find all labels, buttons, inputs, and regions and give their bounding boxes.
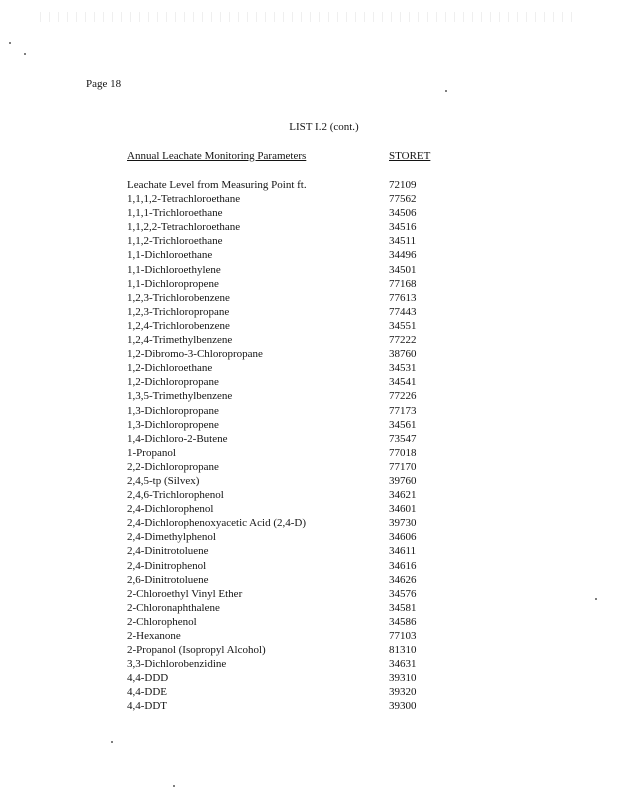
parameter-name: 1,2,3-Trichlorobenzene xyxy=(127,291,230,304)
parameter-name: 1,2-Dibromo-3-Chloropropane xyxy=(127,348,263,361)
storet-code: 39320 xyxy=(389,686,417,699)
table-row xyxy=(127,347,447,361)
parameter-name: 1,2,4-Trimethylbenzene xyxy=(127,334,233,347)
table-row xyxy=(127,291,447,305)
table-row xyxy=(127,671,447,685)
scan-speck xyxy=(595,598,597,600)
table-row xyxy=(127,685,447,699)
table-row xyxy=(127,699,447,713)
parameter-column-header: Annual Leachate Monitoring Parameters xyxy=(127,150,307,162)
scan-speck xyxy=(445,90,447,92)
parameter-name: 1,1-Dichloroethylene xyxy=(127,263,221,276)
storet-code: 34506 xyxy=(389,207,417,220)
storet-code: 39300 xyxy=(389,700,417,713)
parameter-name: 1,1,2,2-Tetrachloroethane xyxy=(127,221,241,234)
storet-code: 39310 xyxy=(389,672,417,685)
storet-code: 34606 xyxy=(389,531,417,544)
parameter-name: 4,4-DDT xyxy=(127,700,168,713)
parameter-name: 2,4-Dinitrophenol xyxy=(127,559,207,572)
table-row xyxy=(127,277,447,291)
table-row xyxy=(127,418,447,432)
parameter-name: 2,4-Dinitrotoluene xyxy=(127,545,209,558)
scan-speck xyxy=(111,741,113,743)
parameter-name: 1,1-Dichloroethane xyxy=(127,249,213,262)
parameter-name: 2-Chlorophenol xyxy=(127,615,197,628)
parameter-name: 3,3-Dichlorobenzidine xyxy=(127,658,227,671)
table-row xyxy=(127,178,447,192)
parameter-name: 2-Propanol (Isopropyl Alcohol) xyxy=(127,644,266,657)
parameter-name: 2,4,6-Trichlorophenol xyxy=(127,489,224,502)
storet-code: 34586 xyxy=(389,615,417,628)
table-row xyxy=(127,544,447,558)
storet-code: 34616 xyxy=(389,559,417,572)
parameter-name: 1,2-Dichloropropane xyxy=(127,376,219,389)
table-row xyxy=(127,248,447,262)
parameter-name: 1,2,4-Trichlorobenzene xyxy=(127,319,230,332)
parameter-name: 1,3-Dichloropropane xyxy=(127,404,219,417)
storet-code: 34501 xyxy=(389,263,417,276)
table-row xyxy=(127,601,447,615)
parameter-name: 2,4,5-tp (Silvex) xyxy=(127,474,200,487)
scan-noise xyxy=(40,12,580,22)
storet-code: 34626 xyxy=(389,573,417,586)
parameter-name: 2,4-Dichlorophenol xyxy=(127,503,214,516)
storet-code: 34516 xyxy=(389,221,417,234)
storet-code: 77168 xyxy=(389,277,417,290)
table-row xyxy=(127,192,447,206)
storet-code: 77222 xyxy=(389,334,417,347)
table-row xyxy=(127,432,447,446)
storet-code: 34551 xyxy=(389,319,417,332)
parameter-name: 2-Chloronaphthalene xyxy=(127,601,220,614)
parameter-name: 1,2-Dichloroethane xyxy=(127,362,213,375)
storet-code: 81310 xyxy=(389,644,417,657)
storet-code: 38760 xyxy=(389,348,417,361)
storet-code: 77562 xyxy=(389,193,417,206)
parameter-name: 1,4-Dichloro-2-Butene xyxy=(127,432,228,445)
scan-speck xyxy=(24,53,26,55)
table-row xyxy=(127,305,447,319)
parameter-name: 1,3-Dichloropropene xyxy=(127,418,219,431)
storet-code: 34496 xyxy=(389,249,417,262)
storet-code: 34576 xyxy=(389,587,417,600)
table-row xyxy=(127,234,447,248)
storet-code: 39760 xyxy=(389,474,417,487)
parameter-name: 4,4-DDE xyxy=(127,686,168,699)
storet-code: 73547 xyxy=(389,432,417,445)
storet-code: 77018 xyxy=(389,446,417,459)
storet-code: 39730 xyxy=(389,517,417,530)
parameter-name: 1,2,3-Trichloropropane xyxy=(127,305,230,318)
storet-code: 34611 xyxy=(389,545,417,558)
table-row xyxy=(127,375,447,389)
table-row xyxy=(127,389,447,403)
table-row xyxy=(127,404,447,418)
parameter-name: 1,1,1,2-Tetrachloroethane xyxy=(127,193,241,206)
table-row xyxy=(127,361,447,375)
storet-column-header: STORET xyxy=(389,150,431,162)
table-row xyxy=(127,333,447,347)
list-title: LIST I.2 (cont.) xyxy=(289,121,359,133)
parameter-name: 1,3,5-Trimethylbenzene xyxy=(127,390,233,403)
table-row xyxy=(127,319,447,333)
storet-code: 77170 xyxy=(389,460,417,473)
storet-code: 34561 xyxy=(389,418,417,431)
table-row xyxy=(127,488,447,502)
page-number: Page 18 xyxy=(86,78,122,90)
parameter-name: 2,2-Dichloropropane xyxy=(127,460,219,473)
storet-code: 34631 xyxy=(389,658,417,671)
table-row xyxy=(127,615,447,629)
parameter-name: 4,4-DDD xyxy=(127,672,169,685)
scan-speck xyxy=(173,785,175,787)
parameter-name: 2,4-Dichlorophenoxyacetic Acid (2,4-D) xyxy=(127,517,306,530)
parameter-name: 1,1,2-Trichloroethane xyxy=(127,235,223,248)
table-row xyxy=(127,587,447,601)
storet-code: 34531 xyxy=(389,362,417,375)
storet-code: 77173 xyxy=(389,404,417,417)
storet-code: 34511 xyxy=(389,235,417,248)
parameter-table xyxy=(127,178,447,714)
storet-code: 77226 xyxy=(389,390,417,403)
storet-code: 34541 xyxy=(389,376,417,389)
table-row xyxy=(127,206,447,220)
table-row xyxy=(127,530,447,544)
table-row xyxy=(127,502,447,516)
table-row xyxy=(127,220,447,234)
table-row xyxy=(127,643,447,657)
table-row xyxy=(127,460,447,474)
parameter-name: Leachate Level from Measuring Point ft. xyxy=(127,179,307,191)
table-row xyxy=(127,516,447,530)
storet-code: 34581 xyxy=(389,601,417,614)
storet-code: 34601 xyxy=(389,503,417,516)
parameter-name: 2,6-Dinitrotoluene xyxy=(127,573,209,586)
table-row xyxy=(127,474,447,488)
scan-speck xyxy=(9,42,11,44)
table-row xyxy=(127,657,447,671)
parameter-name: 1,1,1-Trichloroethane xyxy=(127,207,223,220)
parameter-name: 1-Propanol xyxy=(127,446,176,459)
table-row xyxy=(127,559,447,573)
storet-code: 77613 xyxy=(389,291,417,304)
parameter-name: 2-Chloroethyl Vinyl Ether xyxy=(127,587,243,600)
table-row xyxy=(127,573,447,587)
storet-code: 34621 xyxy=(389,489,417,502)
parameter-name: 2-Hexanone xyxy=(127,630,181,642)
storet-code: 77103 xyxy=(389,630,417,642)
storet-code: 72109 xyxy=(389,179,417,191)
storet-code: 77443 xyxy=(389,305,417,318)
parameter-name: 2,4-Dimethylphenol xyxy=(127,531,216,544)
parameter-name: 1,1-Dichloropropene xyxy=(127,277,219,290)
table-row xyxy=(127,263,447,277)
table-row xyxy=(127,446,447,460)
table-row xyxy=(127,629,447,643)
